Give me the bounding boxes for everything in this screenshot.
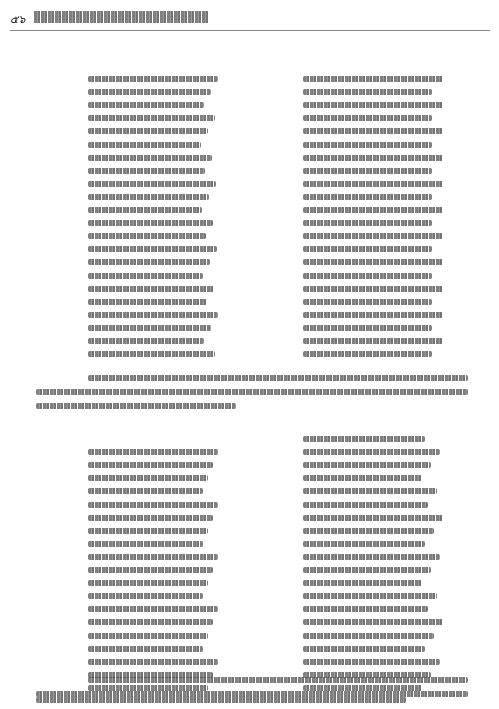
illegible-glyphs — [88, 115, 215, 121]
verse-line-left — [88, 577, 208, 588]
verse-line-right — [303, 525, 434, 536]
illegible-glyphs — [303, 299, 432, 305]
verse-line-right — [303, 335, 443, 346]
verse-line-right — [303, 99, 443, 110]
illegible-glyphs — [88, 449, 218, 455]
verse-line-left — [88, 191, 209, 202]
illegible-glyphs — [36, 403, 236, 409]
illegible-glyphs — [303, 488, 437, 494]
verse-line-right — [303, 577, 422, 588]
verse-line-right — [303, 433, 425, 444]
illegible-glyphs — [303, 233, 443, 239]
verse-line-right — [303, 243, 432, 254]
illegible-glyphs — [88, 567, 213, 573]
prose-line — [36, 386, 468, 397]
verse-line-left — [88, 112, 215, 123]
illegible-glyphs — [303, 351, 432, 357]
page-header — [10, 8, 490, 28]
illegible-glyphs — [303, 168, 432, 174]
illegible-glyphs — [303, 606, 428, 612]
illegible-glyphs — [303, 462, 431, 468]
book-title-glyphs — [34, 11, 209, 23]
verse-line-left — [88, 630, 208, 641]
verse-line-left — [88, 525, 208, 536]
verse-line-right — [303, 512, 443, 523]
illegible-glyphs — [303, 312, 443, 318]
illegible-glyphs — [303, 246, 432, 252]
illegible-glyphs — [303, 259, 443, 265]
prose-line — [36, 400, 236, 411]
illegible-glyphs — [88, 619, 213, 625]
verse-line-right — [303, 322, 432, 333]
verse-line-right — [303, 165, 432, 176]
illegible-glyphs — [88, 541, 203, 547]
verse-line-left — [88, 296, 207, 307]
illegible-glyphs — [303, 541, 425, 547]
illegible-glyphs — [303, 515, 443, 521]
illegible-glyphs — [88, 246, 217, 252]
verse-line-right — [303, 296, 432, 307]
illegible-glyphs — [303, 220, 432, 226]
verse-line-left — [88, 446, 218, 457]
illegible-glyphs — [88, 128, 208, 134]
verse-line-left — [88, 178, 216, 189]
illegible-glyphs — [88, 259, 210, 265]
verse-line-right — [303, 643, 425, 654]
verse-line-left — [88, 348, 215, 359]
illegible-glyphs — [88, 194, 209, 200]
verse-line-right — [303, 204, 443, 215]
verse-line-right — [303, 112, 432, 123]
verse-line-left — [88, 322, 211, 333]
illegible-glyphs — [88, 646, 203, 652]
verse-line-right — [303, 256, 443, 267]
illegible-glyphs — [303, 194, 432, 200]
illegible-glyphs — [88, 515, 213, 521]
verse-line-left — [88, 243, 217, 254]
illegible-glyphs — [303, 475, 422, 481]
illegible-glyphs — [303, 155, 443, 161]
illegible-glyphs — [303, 580, 422, 586]
illegible-glyphs — [303, 646, 425, 652]
verse-line-left — [88, 459, 213, 470]
illegible-glyphs — [88, 89, 211, 95]
verse-line-left — [88, 73, 218, 84]
illegible-glyphs — [88, 475, 208, 481]
verse-line-right — [303, 616, 443, 627]
verse-line-right — [303, 348, 432, 359]
verse-line-left — [88, 283, 214, 294]
verse-line-left — [88, 564, 213, 575]
verse-line-right — [303, 86, 432, 97]
illegible-glyphs — [303, 633, 434, 639]
illegible-glyphs — [303, 436, 425, 442]
page-number: ๕๖ — [10, 13, 26, 26]
verse-line-left — [88, 643, 203, 654]
verse-line-right — [303, 485, 437, 496]
verse-line-right — [303, 656, 440, 667]
illegible-glyphs — [303, 449, 440, 455]
verse-line-left — [88, 309, 218, 320]
illegible-glyphs — [303, 325, 432, 331]
verse-line-right — [303, 125, 443, 136]
verse-line-right — [303, 446, 440, 457]
verse-line-left — [88, 165, 205, 176]
verse-line-left — [88, 485, 203, 496]
prose-line — [36, 694, 406, 705]
illegible-glyphs — [88, 338, 204, 344]
illegible-glyphs — [88, 142, 201, 148]
verse-line-right — [303, 630, 434, 641]
illegible-glyphs — [88, 207, 202, 213]
illegible-glyphs — [88, 168, 205, 174]
verse-line-left — [88, 152, 212, 163]
illegible-glyphs — [88, 375, 468, 381]
verse-line-left — [88, 99, 204, 110]
illegible-glyphs — [303, 593, 437, 599]
illegible-glyphs — [88, 462, 213, 468]
verse-line-right — [303, 139, 432, 150]
illegible-glyphs — [303, 142, 432, 148]
illegible-glyphs — [88, 220, 213, 226]
illegible-glyphs — [88, 677, 468, 683]
prose-line — [88, 372, 468, 383]
header-rule — [10, 30, 490, 31]
illegible-glyphs — [88, 593, 203, 599]
verse-line-right — [303, 73, 443, 84]
illegible-glyphs — [303, 659, 440, 665]
illegible-glyphs — [303, 181, 443, 187]
verse-line-left — [88, 603, 218, 614]
illegible-glyphs — [88, 325, 211, 331]
verse-line-left — [88, 551, 218, 562]
verse-line-right — [303, 551, 440, 562]
illegible-glyphs — [88, 76, 218, 82]
illegible-glyphs — [303, 554, 440, 560]
verse-line-right — [303, 499, 428, 510]
verse-line-left — [88, 256, 210, 267]
verse-line-right — [303, 230, 443, 241]
illegible-glyphs — [88, 102, 204, 108]
illegible-glyphs — [303, 528, 434, 534]
verse-line-right — [303, 152, 443, 163]
illegible-glyphs — [88, 633, 208, 639]
illegible-glyphs — [303, 76, 443, 82]
illegible-glyphs — [303, 115, 432, 121]
illegible-glyphs — [88, 351, 215, 357]
illegible-glyphs — [303, 502, 428, 508]
verse-line-left — [88, 139, 201, 150]
illegible-glyphs — [88, 273, 203, 279]
verse-line-right — [303, 283, 443, 294]
illegible-glyphs — [303, 273, 432, 279]
illegible-glyphs — [88, 181, 216, 187]
illegible-glyphs — [88, 606, 218, 612]
verse-line-right — [303, 564, 431, 575]
illegible-glyphs — [36, 389, 468, 395]
illegible-glyphs — [88, 233, 206, 239]
illegible-glyphs — [88, 502, 218, 508]
verse-line-left — [88, 270, 203, 281]
verse-line-right — [303, 178, 443, 189]
illegible-glyphs — [303, 567, 431, 573]
illegible-glyphs — [303, 207, 443, 213]
verse-line-left — [88, 472, 208, 483]
illegible-glyphs — [88, 488, 203, 494]
verse-line-right — [303, 217, 432, 228]
illegible-glyphs — [88, 286, 214, 292]
illegible-glyphs — [88, 312, 218, 318]
verse-line-right — [303, 538, 425, 549]
verse-line-left — [88, 125, 208, 136]
verse-line-right — [303, 603, 428, 614]
illegible-glyphs — [303, 89, 432, 95]
verse-line-left — [88, 230, 206, 241]
illegible-glyphs — [36, 697, 406, 703]
verse-line-left — [88, 86, 211, 97]
verse-line-right — [303, 191, 432, 202]
illegible-glyphs — [88, 155, 212, 161]
verse-line-left — [88, 512, 213, 523]
illegible-glyphs — [303, 338, 443, 344]
illegible-glyphs — [88, 659, 218, 665]
illegible-glyphs — [303, 286, 443, 292]
illegible-glyphs — [88, 554, 218, 560]
verse-line-right — [303, 270, 432, 281]
verse-line-left — [88, 656, 218, 667]
illegible-glyphs — [88, 299, 207, 305]
illegible-glyphs — [88, 580, 208, 586]
verse-line-right — [303, 590, 437, 601]
verse-line-left — [88, 590, 203, 601]
verse-line-right — [303, 459, 431, 470]
illegible-glyphs — [303, 128, 443, 134]
verse-line-left — [88, 217, 213, 228]
prose-line — [88, 674, 468, 685]
verse-line-left — [88, 499, 218, 510]
verse-line-right — [303, 472, 422, 483]
verse-line-left — [88, 538, 203, 549]
verse-line-left — [88, 335, 204, 346]
illegible-glyphs — [303, 619, 443, 625]
illegible-glyphs — [88, 528, 208, 534]
illegible-glyphs — [303, 102, 443, 108]
verse-line-right — [303, 309, 443, 320]
verse-line-left — [88, 616, 213, 627]
verse-line-left — [88, 204, 202, 215]
